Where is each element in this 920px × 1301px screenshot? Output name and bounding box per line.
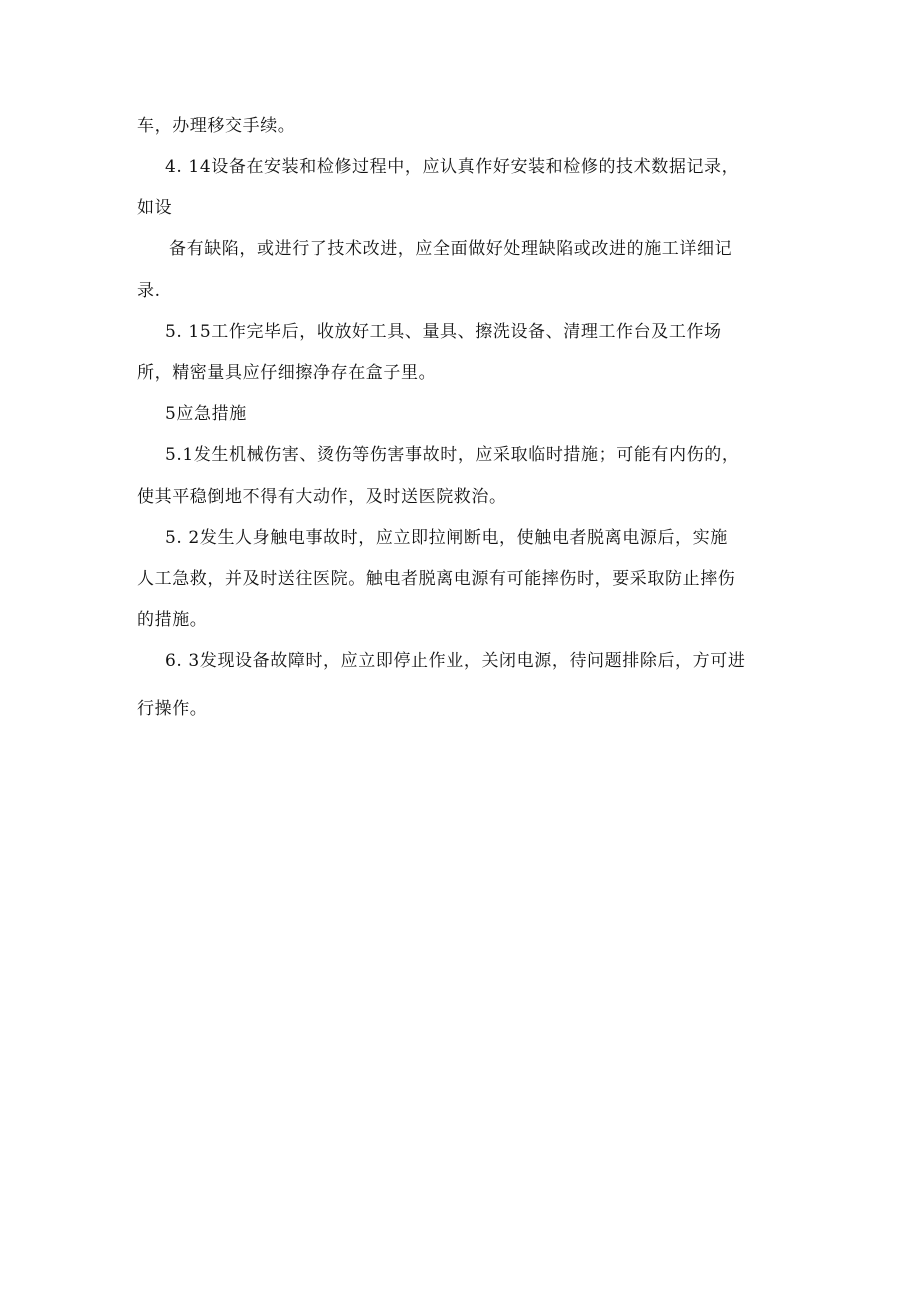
text-line: 5. 15工作完毕后，收放好工具、量具、擦洗设备、清理工作台及工作场 xyxy=(165,322,722,342)
text-line: 6. 3发现设备故障时，应立即停止作业，关闭电源，待问题排除后，方可进 xyxy=(165,651,746,671)
text-line: 使其平稳倒地不得有大动作，及时送医院救治。 xyxy=(137,487,507,507)
text-line: 如设 xyxy=(137,198,173,218)
text-line: 5. 2发生人身触电事故时，应立即拉闸断电，使触电者脱离电源后，实施 xyxy=(165,528,728,548)
text-line: 5.1发生机械伤害、烫伤等伤害事故时，应采取临时措施；可能有内伤的， xyxy=(165,445,740,465)
text-line: 车，办理移交手续。 xyxy=(137,116,296,136)
text-line: 的措施。 xyxy=(137,610,208,630)
text-line: 4. 14设备在安装和检修过程中，应认真作好安装和检修的技术数据记录， xyxy=(165,157,740,177)
text-line: 备有缺陷，或进行了技术改进，应全面做好处理缺陷或改进的施工详细记 xyxy=(169,239,733,259)
text-line: 录. xyxy=(137,281,161,301)
text-line: 人工急救，并及时送往医院。触电者脱离电源有可能摔伤时，要采取防止摔伤 xyxy=(137,569,736,589)
section-heading: 5应急措施 xyxy=(165,404,247,424)
text-line: 行操作。 xyxy=(137,699,208,719)
text-line: 所，精密量具应仔细擦净存在盒子里。 xyxy=(137,363,437,383)
